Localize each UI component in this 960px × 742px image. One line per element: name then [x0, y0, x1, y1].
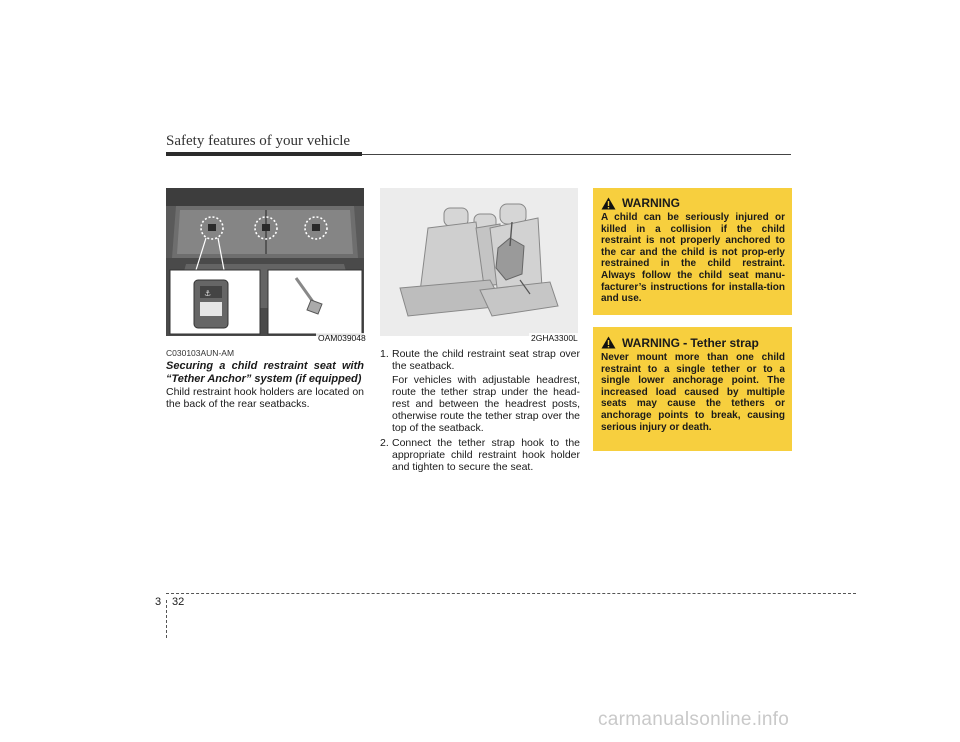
warning-header — [601, 335, 785, 350]
section-heading: Securing a child restraint seat with “Tether Anchor” system (if equipped) — [166, 360, 364, 385]
section-reference-code: C030103AUN-AM — [166, 348, 235, 358]
footer-vertical-dashed-rule — [166, 600, 167, 638]
warning-box-tether-strap — [593, 327, 792, 451]
warning-body: A child can be seriously injured or killed in a collision if the child restraint is not properly anchored to the car and the child is not prop-erly restrained in the child restraint. Always follow the child seat manu-facturer’s instructions for installa-tion and use. — [601, 212, 785, 305]
step-item — [380, 437, 580, 473]
warning-subtitle: Tether strap — [690, 335, 759, 350]
warning-title: WARNING — [622, 196, 680, 210]
warning-triangle-icon — [601, 336, 616, 349]
step-text: Connect the tether strap hook to the appropriate child restraint hook holder and tighten to secure the seat. — [392, 437, 580, 473]
warning-box-child-restraint — [593, 188, 792, 315]
warning-title: WARNING — [622, 335, 680, 350]
warning-triangle-icon — [601, 197, 616, 210]
warning-header — [601, 196, 785, 210]
page-number: 32 — [172, 596, 185, 608]
watermark-text: carmanualsonline.info — [598, 709, 790, 730]
warning-title-separator: - — [683, 335, 688, 350]
footer-dashed-rule — [166, 593, 856, 594]
step-text: Route the child restraint seat strap over the seatback. — [392, 348, 580, 372]
page-header-title: Safety features of your vehicle — [166, 133, 351, 149]
instruction-steps — [380, 348, 580, 476]
step-number: 2. — [380, 437, 389, 449]
chapter-number: 3 — [155, 596, 162, 608]
section-body-text: Child restraint hook holders are located on the back of the rear seatbacks. — [166, 386, 364, 410]
cargo-area-illustration — [166, 188, 364, 336]
step-number: 1. — [380, 348, 389, 360]
cargo-figure-code: OAM039048 — [318, 333, 366, 343]
svg-text:⚓: ⚓ — [204, 289, 212, 298]
warning-body: Never mount more than one child restraint to a single tether or to a single lower anchorage point. The increased load caused by multiple seats may cause the tethers or anchorage points to break, causing serious injury or death. — [601, 352, 785, 433]
step-subtext: For vehicles with adjustable headrest, route the tether strap under the head-rest and between the headrest posts, otherwise route the tether strap over the top of the seatback. — [392, 374, 580, 434]
header-rule-thick — [166, 152, 362, 156]
step-item — [380, 348, 580, 434]
rear-seat-illustration — [380, 188, 578, 336]
seat-figure-code: 2GHA3300L — [531, 333, 578, 343]
header-rule-thin — [362, 154, 791, 155]
